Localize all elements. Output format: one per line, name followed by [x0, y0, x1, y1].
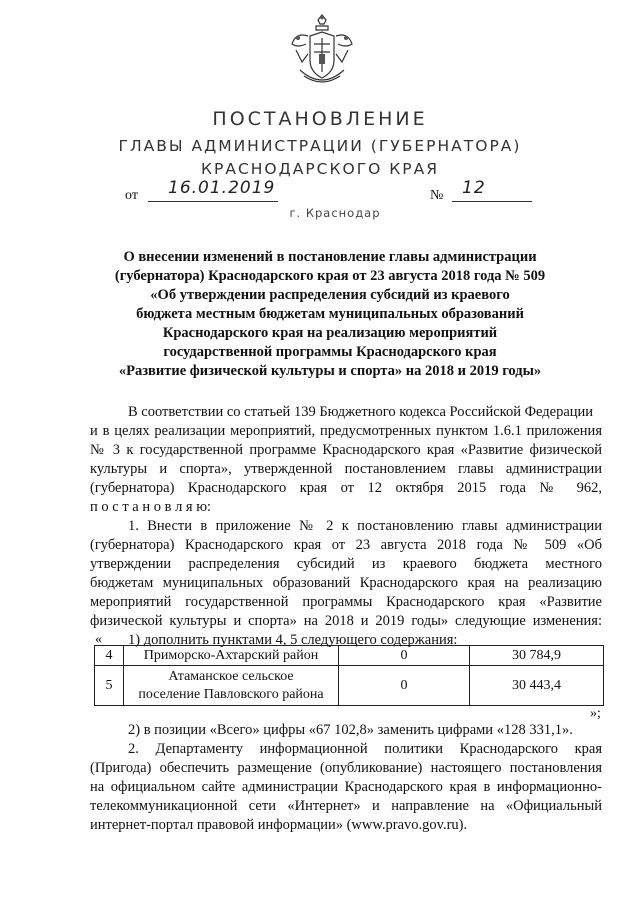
coat-of-arms-icon — [288, 14, 356, 90]
amount-2019: 30 443,4 — [470, 666, 604, 706]
title-line: «Развитие физической культуры и спорта» на 2018 и 2019 годы» — [118, 363, 542, 379]
number-prefix: № — [430, 188, 444, 203]
body-line: В соответствии со статьей 139 Бюджетного кодекса Российской Федерации — [128, 404, 594, 420]
row-number: 4 — [95, 646, 124, 666]
region-line: КРАСНОДАРСКОГО КРАЯ — [200, 160, 440, 178]
date-prefix: от — [125, 188, 138, 203]
municipality-name — [124, 646, 339, 666]
body-line: (Пригода) обеспечить размещение (опубликование) настоящего постановления — [90, 760, 602, 776]
body-line: на официальном сайте администрации Краснодарского края в информационно- — [90, 779, 602, 795]
title-line: «Об утверждении распределения субсидий из краевого — [150, 287, 510, 303]
body-line: 1) дополнить пунктами 4, 5 следующего содержания: — [128, 632, 458, 648]
date-underline — [148, 201, 278, 202]
body-line: утверждении распределения субсидий из краевого бюджета местного — [90, 556, 602, 572]
amount-2018: 0 — [339, 646, 470, 666]
title-line: бюджета местным бюджетам муниципальных образований — [136, 306, 524, 322]
body-line: интернет-портал правовой информации» (www.pravo.gov.ru). — [90, 817, 468, 833]
body-line: и в целях реализации мероприятий, предусмотренных пунктом 1.6.1 приложения — [90, 423, 602, 439]
municipality-name-line: поселение Павловского района — [138, 686, 324, 702]
body-line: физической культуры и спорта» на 2018 и 2019 годы» следующие изменения: — [90, 613, 602, 629]
municipality-name-line: Приморско-Ахтарский район — [143, 647, 319, 663]
body-line: 1. Внести в приложение № 2 к постановлению главы администрации — [128, 518, 602, 534]
amount-2019: 30 784,9 — [470, 646, 604, 666]
body-line: (губернатора) Краснодарского края от 12 октября 2015 года № 962, — [90, 480, 602, 496]
body-line: телекоммуникационной сети «Интернет» и направление на «Официальный — [90, 798, 602, 814]
body-line: № 3 к государственной программе Краснодарского края «Развитие физической — [90, 442, 602, 458]
document-type-title: ПОСТАНОВЛЕНИЕ — [212, 108, 428, 130]
number-underline — [452, 201, 532, 202]
document-date: 16.01.2019 — [168, 178, 276, 198]
body-line: мероприятий государственной программы Краснодарского края «Развитие — [90, 594, 602, 610]
municipality-name — [124, 666, 339, 706]
document-title — [90, 248, 570, 381]
title-line: О внесении изменений в постановление главы администрации — [123, 249, 537, 265]
body-line: 2. Департаменту информационной политики Краснодарского края — [128, 741, 602, 757]
table-row — [95, 666, 604, 706]
row-number: 5 — [95, 666, 124, 706]
table-row — [95, 646, 604, 666]
title-line: государственной программы Краснодарского края — [163, 344, 497, 360]
body-line: 2) в позиции «Всего» цифры «67 102,8» заменить цифрами «128 331,1». — [128, 722, 573, 738]
body-line: п о с т а н о в л я ю: — [90, 499, 212, 515]
issuer-line: ГЛАВЫ АДМИНИСТРАЦИИ (ГУБЕРНАТОРА) — [118, 137, 522, 155]
body-line: (губернатора) Краснодарского края от 23 августа 2018 года № 509 «Об — [90, 537, 602, 553]
subsidy-table — [94, 645, 604, 706]
title-line: Краснодарского края на реализацию мероприятий — [162, 325, 498, 341]
body-line: бюджетам муниципальных образований Краснодарского края на реализацию — [90, 575, 602, 591]
city-label: г. Краснодар — [289, 206, 381, 220]
municipality-name-line: Атаманское сельское — [168, 668, 294, 684]
table-open-quote: « — [95, 632, 102, 647]
title-line: (губернатора) Краснодарского края от 23 августа 2018 года № 509 — [114, 268, 546, 284]
body-line: культуры и спорта», утвержденной постановлением главы администрации — [90, 461, 602, 477]
amount-2018: 0 — [339, 666, 470, 706]
table-close-quote: »; — [590, 706, 601, 721]
document-number: 12 — [462, 178, 486, 198]
